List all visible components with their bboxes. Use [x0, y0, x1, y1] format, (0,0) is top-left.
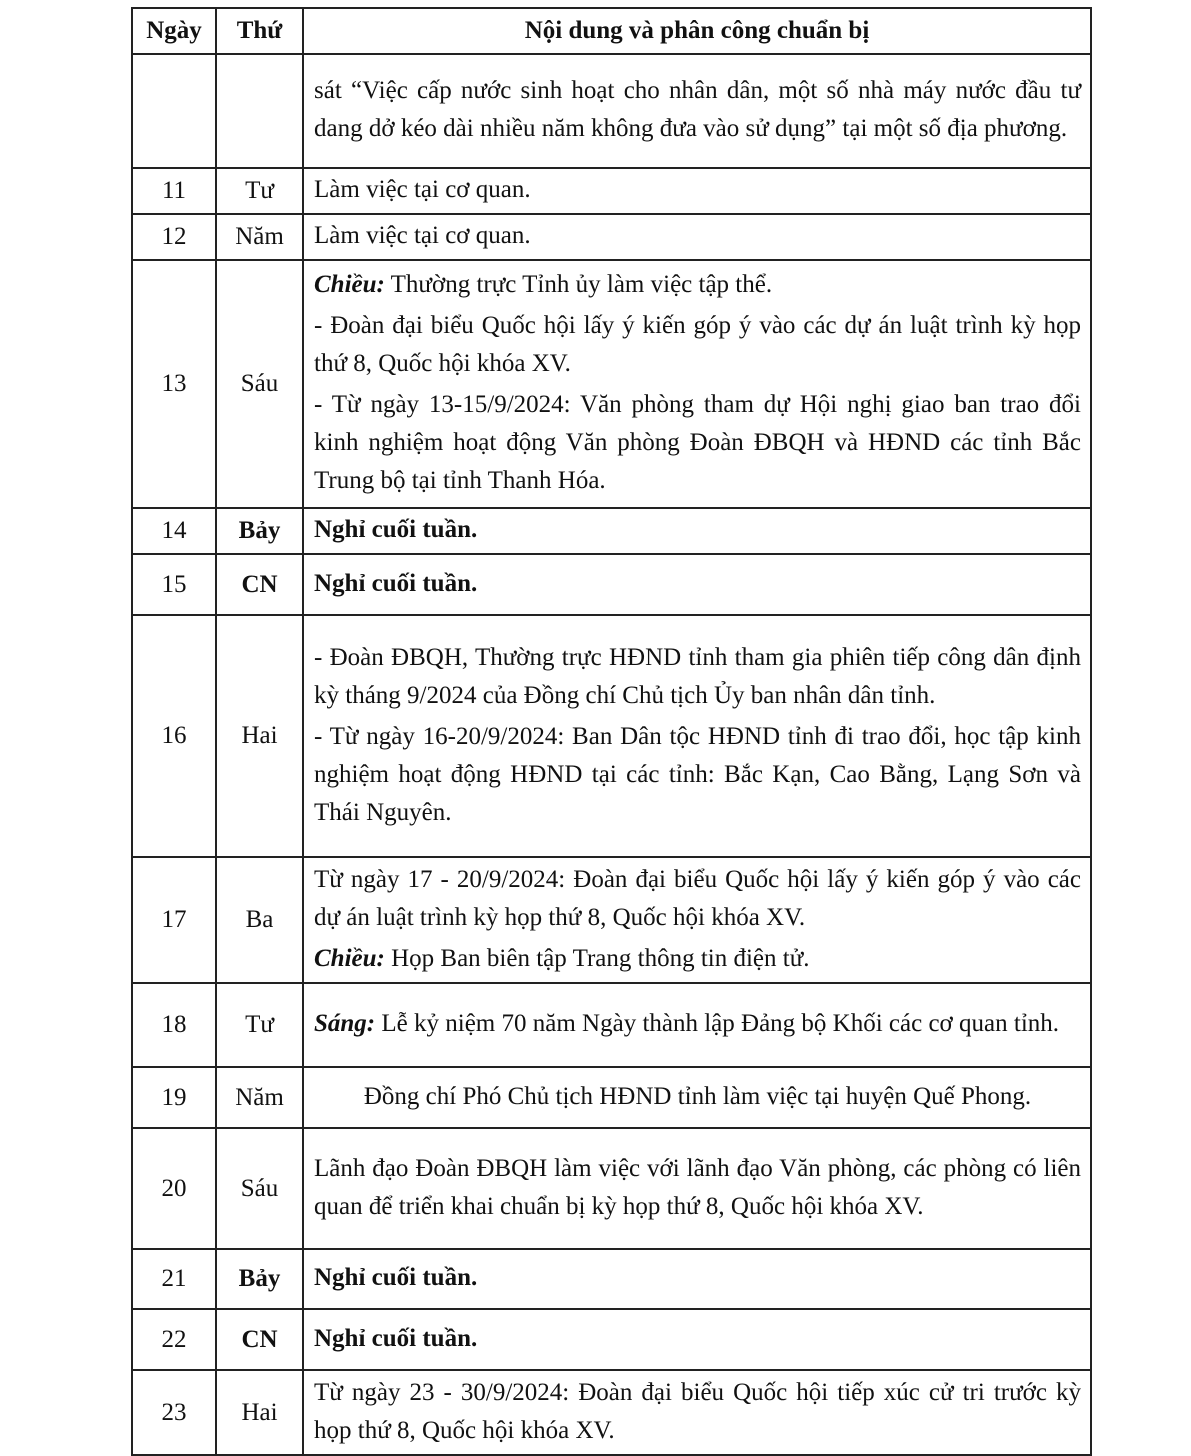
header-day: Ngày — [132, 8, 216, 54]
time-label: Chiều: — [314, 271, 385, 298]
content-cell — [303, 1309, 1091, 1370]
paragraph-text: Lễ kỷ niệm 70 năm Ngày thành lập Đảng bộ Khối các cơ quan tỉnh. — [375, 1010, 1060, 1037]
weekday-cell: Bảy — [216, 1249, 303, 1309]
content-cell — [303, 857, 1091, 983]
content-cell — [303, 508, 1091, 554]
table-row — [132, 857, 1091, 983]
weekday-cell: Năm — [216, 1067, 303, 1128]
weekday-cell: Năm — [216, 214, 303, 260]
content-paragraph — [314, 639, 1081, 715]
table-row — [132, 214, 1091, 260]
paragraph-text: Nghỉ cuối tuần. — [314, 516, 478, 543]
schedule-table — [131, 7, 1092, 1456]
table-row — [132, 554, 1091, 615]
table-row — [132, 1309, 1091, 1370]
paragraph-text: - Đoàn đại biểu Quốc hội lấy ý kiến góp ý vào các dự án luật trình kỳ họp thứ 8, Quốc hội khóa XV. — [314, 312, 1081, 377]
content-cell — [303, 983, 1091, 1067]
content-paragraph — [314, 217, 1081, 255]
table-row — [132, 983, 1091, 1067]
day-cell: 21 — [132, 1249, 216, 1309]
table-row — [132, 1067, 1091, 1128]
day-cell: 22 — [132, 1309, 216, 1370]
weekday-cell — [216, 54, 303, 168]
weekday-cell: Hai — [216, 1370, 303, 1455]
weekday-cell: Tư — [216, 168, 303, 214]
table-row — [132, 1128, 1091, 1249]
content-paragraph — [314, 1150, 1081, 1226]
content-paragraph — [314, 72, 1081, 148]
content-cell — [303, 1067, 1091, 1128]
day-cell: 15 — [132, 554, 216, 615]
paragraph-text: - Đoàn ĐBQH, Thường trực HĐND tỉnh tham gia phiên tiếp công dân định kỳ tháng 9/2024 của Đồng chí Chủ tịch Ủy ban nhân dân tỉnh. — [314, 643, 1081, 709]
day-cell: 20 — [132, 1128, 216, 1249]
content-paragraph — [314, 1078, 1081, 1116]
paragraph-text: Lãnh đạo Đoàn ĐBQH làm việc với lãnh đạo Văn phòng, các phòng có liên quan để triển khai chuẩn bị kỳ họp thứ 8, Quốc hội khóa XV. — [314, 1154, 1081, 1220]
day-cell: 17 — [132, 857, 216, 983]
content-paragraph — [314, 171, 1081, 209]
content-paragraph — [314, 861, 1081, 937]
content-paragraph — [314, 266, 1081, 304]
content-cell — [303, 615, 1091, 857]
paragraph-text: Nghỉ cuối tuần. — [314, 569, 478, 597]
table-row — [132, 1370, 1091, 1455]
content-cell — [303, 554, 1091, 615]
weekday-cell: CN — [216, 1309, 303, 1370]
weekday-cell: CN — [216, 554, 303, 615]
content-cell — [303, 54, 1091, 168]
content-cell — [303, 168, 1091, 214]
table-row — [132, 615, 1091, 857]
table-row — [132, 54, 1091, 168]
paragraph-text: - Từ ngày 16-20/9/2024: Ban Dân tộc HĐND tỉnh đi trao đổi, học tập kinh nghiệm hoạt động HĐND tại các tỉnh: Bắc Kạn, Cao Bằng, Lạng Sơn và Thái Nguyên. — [314, 722, 1081, 826]
content-cell — [303, 260, 1091, 508]
paragraph-text: Nghỉ cuối tuần. — [314, 1264, 478, 1291]
table-row — [132, 508, 1091, 554]
paragraph-text: Từ ngày 17 - 20/9/2024: Đoàn đại biểu Quốc hội lấy ý kiến góp ý vào các dự án luật trình kỳ họp thứ 8, Quốc hội khóa XV. — [314, 865, 1081, 931]
weekday-cell: Bảy — [216, 508, 303, 554]
time-label: Chiều: — [314, 944, 385, 972]
content-cell — [303, 1249, 1091, 1309]
content-paragraph — [314, 1374, 1081, 1450]
header-weekday: Thứ — [216, 8, 303, 54]
time-label: Sáng: — [314, 1010, 376, 1037]
content-paragraph — [314, 1320, 1081, 1358]
day-cell: 13 — [132, 260, 216, 508]
day-cell: 12 — [132, 214, 216, 260]
header-content: Nội dung và phân công chuẩn bị — [303, 8, 1091, 54]
paragraph-text: Nghỉ cuối tuần. — [314, 1324, 478, 1352]
paragraph-text: sát “Việc cấp nước sinh hoạt cho nhân dân, một số nhà máy nước đầu tư dang dở kéo dài nhiều năm không đưa vào sử dụng” tại một số địa phương. — [314, 77, 1081, 142]
weekday-cell: Tư — [216, 983, 303, 1067]
table-row — [132, 1249, 1091, 1309]
paragraph-text: Từ ngày 23 - 30/9/2024: Đoàn đại biểu Quốc hội tiếp xúc cử tri trước kỳ họp thứ 8, Quốc hội khóa XV. — [314, 1378, 1081, 1444]
table-header-row — [132, 8, 1091, 54]
content-paragraph — [314, 386, 1081, 500]
weekday-cell: Sáu — [216, 1128, 303, 1249]
day-cell: 23 — [132, 1370, 216, 1455]
paragraph-text: Làm việc tại cơ quan. — [314, 222, 531, 249]
paragraph-text: Đồng chí Phó Chủ tịch HĐND tỉnh làm việc tại huyện Quế Phong. — [363, 1082, 1032, 1110]
content-paragraph — [314, 565, 1081, 603]
content-paragraph — [314, 1259, 1081, 1297]
weekday-cell: Ba — [216, 857, 303, 983]
day-cell: 14 — [132, 508, 216, 554]
day-cell — [132, 54, 216, 168]
paragraph-text: Thường trực Tỉnh ủy làm việc tập thể. — [384, 271, 773, 298]
schedule-body — [132, 54, 1091, 1455]
content-cell — [303, 214, 1091, 260]
day-cell: 11 — [132, 168, 216, 214]
content-paragraph — [314, 307, 1081, 383]
content-paragraph — [314, 1005, 1081, 1043]
table-row — [132, 260, 1091, 508]
content-cell — [303, 1370, 1091, 1455]
day-cell: 16 — [132, 615, 216, 857]
paragraph-text: Làm việc tại cơ quan. — [314, 176, 531, 203]
content-paragraph — [314, 511, 1081, 549]
table-row — [132, 168, 1091, 214]
paragraph-text: - Từ ngày 13-15/9/2024: Văn phòng tham dự Hội nghị giao ban trao đổi kinh nghiệm hoạt động Văn phòng Đoàn ĐBQH và HĐND các tỉnh Bắc Trung bộ tại tỉnh Thanh Hóa. — [314, 391, 1081, 494]
day-cell: 19 — [132, 1067, 216, 1128]
day-cell: 18 — [132, 983, 216, 1067]
paragraph-text: Họp Ban biên tập Trang thông tin điện tử. — [384, 944, 810, 972]
content-paragraph — [314, 940, 1081, 978]
content-cell — [303, 1128, 1091, 1249]
weekday-cell: Hai — [216, 615, 303, 857]
weekday-cell: Sáu — [216, 260, 303, 508]
content-paragraph — [314, 718, 1081, 832]
